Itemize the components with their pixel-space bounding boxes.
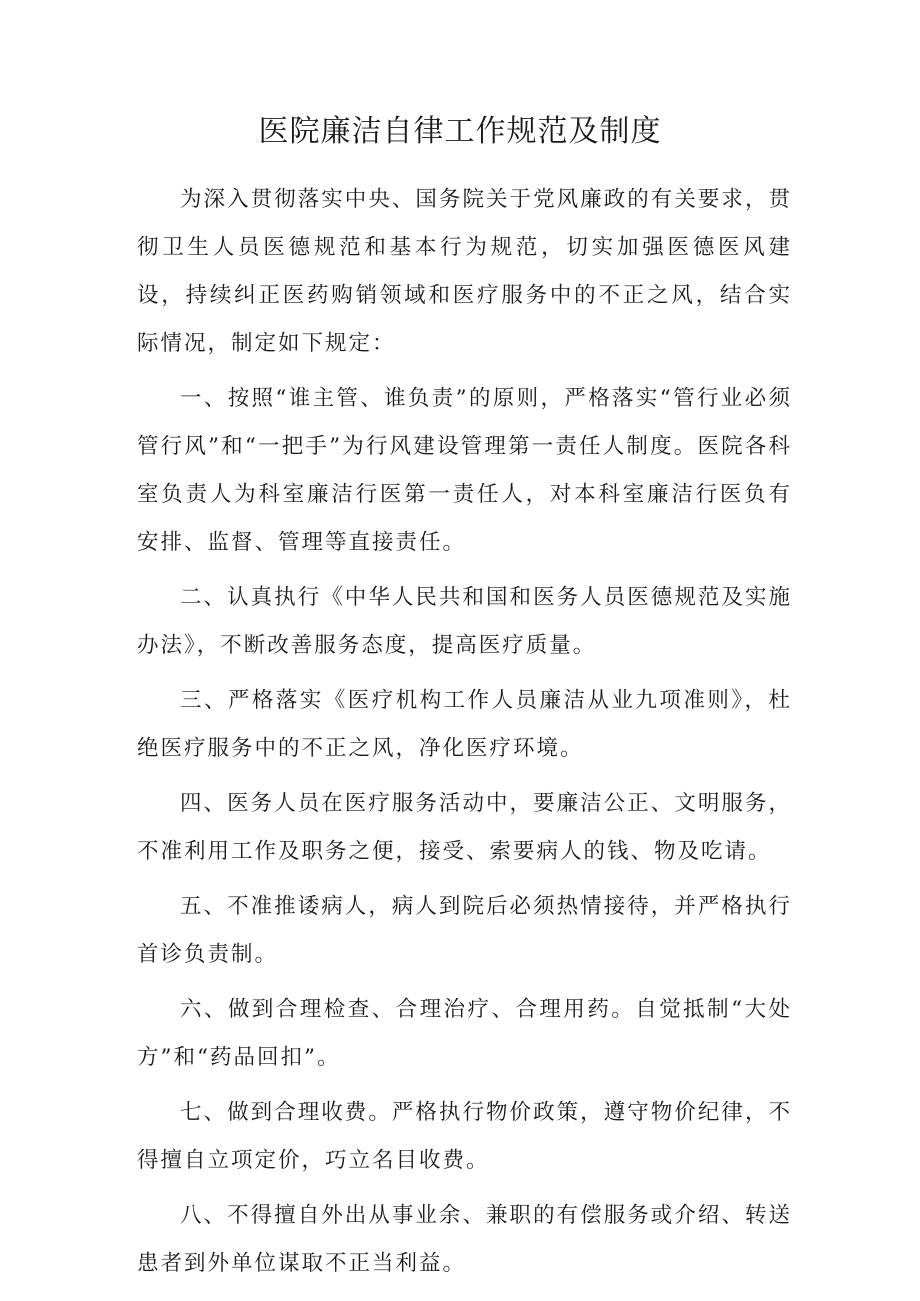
rule-paragraph-7: 七、做到合理收费。严格执行物价政策，遵守物价纪律，不得擅自立项定价，巧立名目收费。	[137, 1100, 792, 1173]
rule-paragraph-3: 三、严格落实《医疗机构工作人员廉洁从业九项准则》，杜绝医疗服务中的不正之风，净化医疗环境。	[137, 688, 792, 761]
document-title: 医院廉洁自律工作规范及制度	[258, 114, 662, 149]
intro-paragraph: 为深入贯彻落实中央、国务院关于党风廉政的有关要求，贯彻卫生人员医德规范和基本行为规范，切实加强医德医风建设，持续纠正医药购销领域和医疗服务中的不正之风，结合实际情况，制定如下规定：	[137, 187, 792, 356]
rule-paragraph-2: 二、认真执行《中华人民共和国和医务人员医德规范及实施办法》，不断改善服务态度，提高医疗质量。	[137, 585, 792, 658]
rule-paragraph-1: 一、按照“谁主管、谁负责”的原则，严格落实“管行业必须管行风”和“一把手”为行风建设管理第一责任人制度。医院各科室负责人为科室廉洁行医第一责任人，对本科室廉洁行医负有安排、监督、管理等直接责任。	[137, 386, 792, 555]
rule-paragraph-5: 五、不准推诿病人，病人到院后必须热情接待，并严格执行首诊负责制。	[137, 894, 792, 967]
rule-paragraph-4: 四、医务人员在医疗服务活动中，要廉洁公正、文明服务，不准利用工作及职务之便，接受、索要病人的钱、物及吃请。	[137, 791, 792, 864]
rule-paragraph-6: 六、做到合理检查、合理治疗、合理用药。自觉抵制“大处方”和“药品回扣”。	[137, 997, 792, 1070]
document-body	[137, 176, 792, 1288]
rule-paragraph-8: 八、不得擅自外出从事业余、兼职的有偿服务或介绍、转送患者到外单位谋取不正当利益。	[137, 1203, 792, 1276]
